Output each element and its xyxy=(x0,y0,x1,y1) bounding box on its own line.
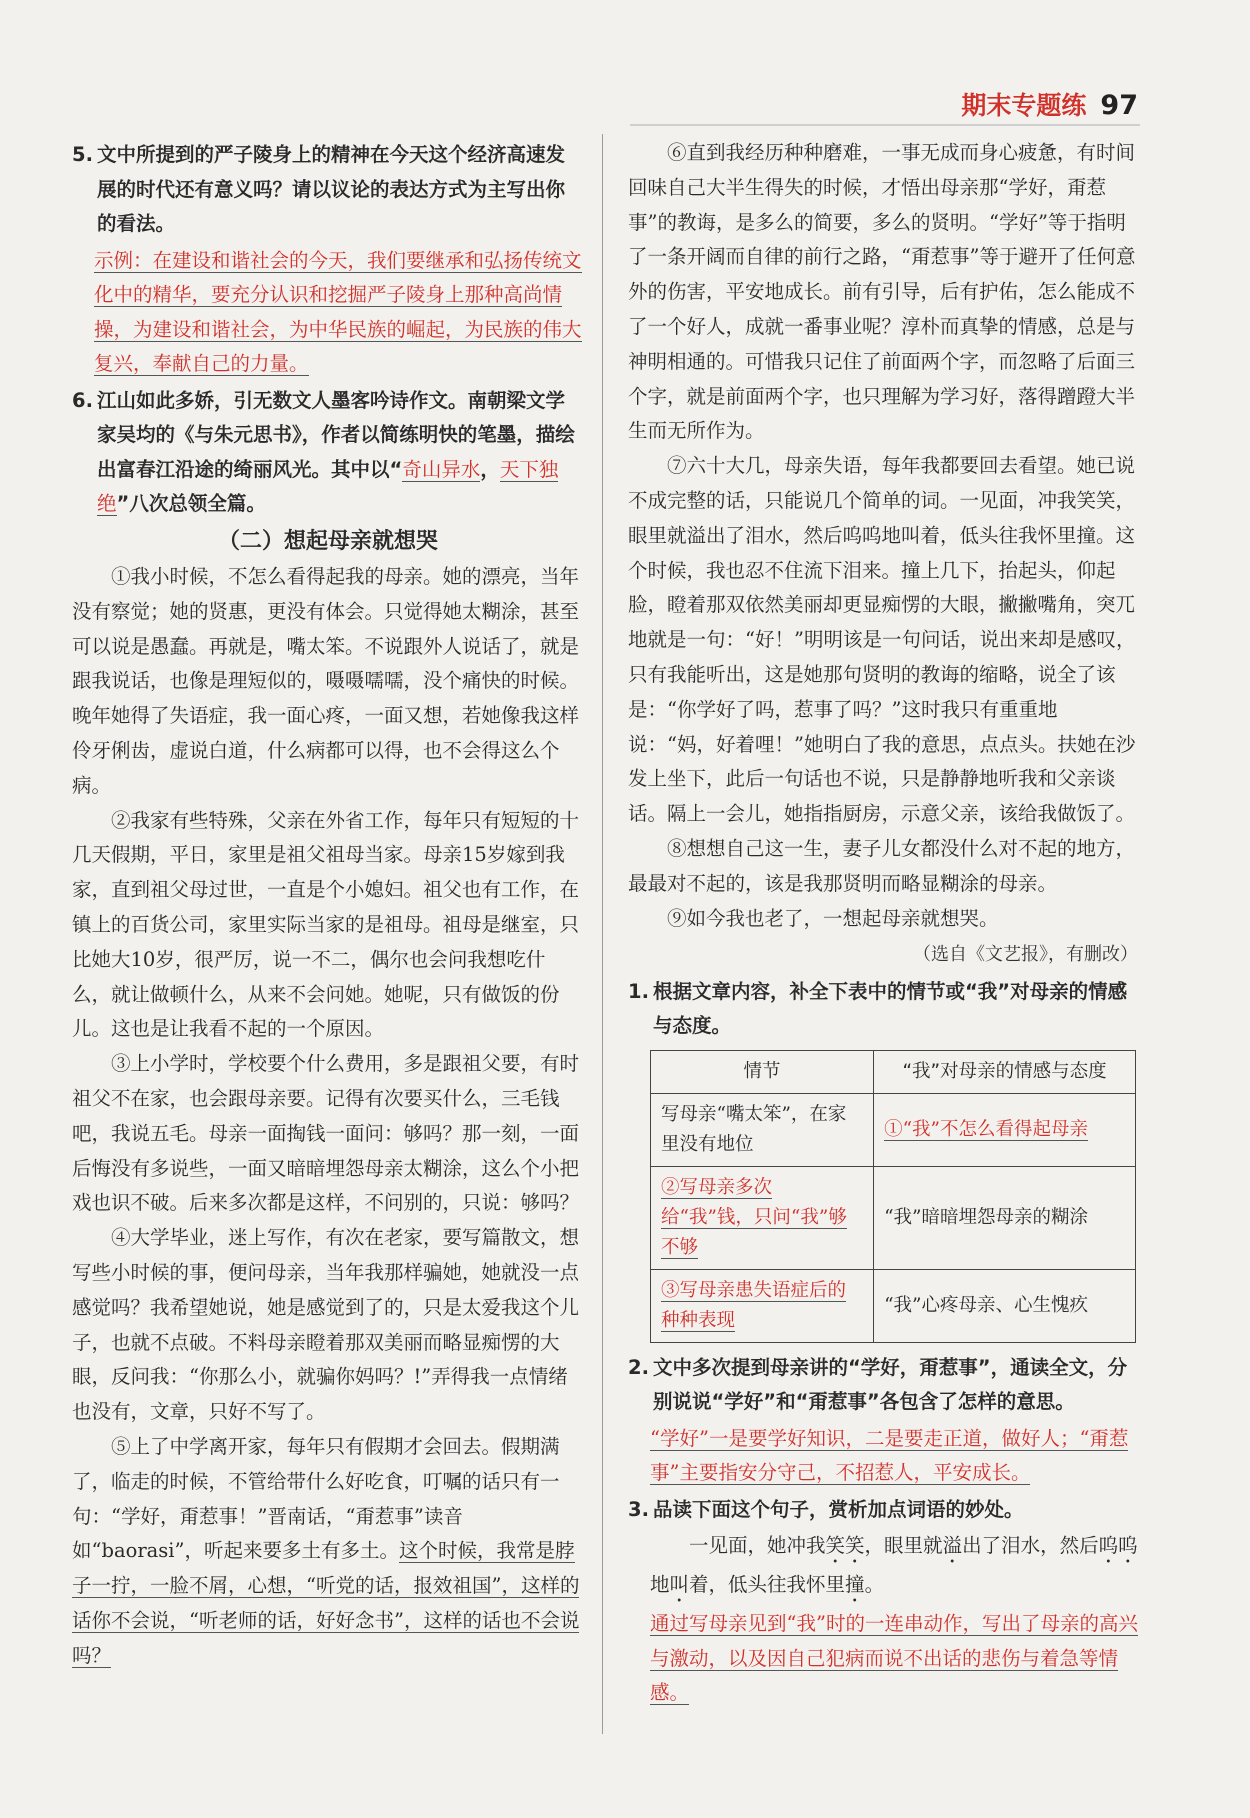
table-cell-attitude-answer xyxy=(874,1093,1136,1166)
table-header-row xyxy=(651,1050,1136,1093)
underlined-sentence: 这个时候，我常是脖子一拧，一脸不屑，心想，“听党的话，报效祖国”，这样的话你不会说，“听老师的话，好好念书”，这样的话也不会说吗？ xyxy=(72,1539,580,1667)
fill-blank-1: 奇山异水 xyxy=(402,457,481,481)
paragraph-3: ③上小学时，学校要个什么费用，多是跟祖父要，有时祖父不在家，也会跟母亲要。记得有次要买什么，三毛钱吧，我说五毛。母亲一面掏钱一面问：够吗？那一刻，一面后悔没有多说些，一面又暗暗埋怨母亲太糊涂，这么个小把戏也识不破。后来多次都是这样，不问别的，只说：够吗？ xyxy=(72,1052,580,1215)
dotted-word: 呜呜 xyxy=(1098,1534,1138,1558)
paragraph-4: ④大学毕业，迷上写作，有次在老家，要写篇散文，想写些小时候的事，便问母亲，当年我那样骗她，她就没一点感觉吗？我希望她说，她是感觉到了的，只是太爱我这个儿子，也就不点破。不料母亲瞪着那双美丽而略显痴愣的大眼，反问我：“你那么小，就骗你妈吗？!”弄得我一点情绪也没有，文章，只好不写了。 xyxy=(72,1226,580,1424)
question-text: 品读下面这个句子，赏析加点词语的妙处。 xyxy=(652,1497,1024,1521)
question-2 xyxy=(628,1351,1138,1420)
answer-text: 通过写母亲见到“我”时的一连串动作，写出了母亲的高兴与激动，以及因自己犯病而说不出话的悲伤与着急等情感。 xyxy=(650,1612,1138,1705)
paragraph-1: ①我小时候，不怎么看得起我的母亲。她的漂亮，当年没有察觉；她的贤惠，更没有体会。只觉得她太糊涂，甚至可以说是愚蠢。再就是，嘴太笨。不说跟外人说话了，就是跟我说话，也像是理短似的，嗫嗫嚅嚅，没个痛快的时候。晚年她得了失语症，我一面心疼，一面又想，若她像我这样伶牙俐齿，虚说白道，什么病都可以得，也不会得这么个病。 xyxy=(72,565,580,797)
dotted-word: 笑笑 xyxy=(825,1534,865,1558)
plot-attitude-table xyxy=(650,1050,1136,1343)
column-divider xyxy=(602,134,603,1734)
answer-3 xyxy=(628,1607,1138,1711)
table-cell-attitude: “我”暗暗埋怨母亲的糊涂 xyxy=(874,1166,1136,1269)
header-rule xyxy=(630,124,1140,126)
answer-text: ③写母亲患失语症后的种种表现 xyxy=(661,1279,847,1331)
table-cell-plot-answer xyxy=(651,1166,874,1269)
header-title: 期末专题练 xyxy=(961,91,1087,120)
left-column xyxy=(72,136,584,1674)
table-cell-plot: 写母亲“嘴太笨”，在家里没有地位 xyxy=(651,1093,874,1166)
page-header xyxy=(961,86,1138,122)
paragraph-2: ②我家有些特殊，父亲在外省工作，每年只有短短的十几天假期，平日，家里是祖父祖母当家。母亲15岁嫁到我家，直到祖父母过世，一直是个小媳妇。祖父也有工作，在镇上的百货公司，家里实际当家的是祖母。祖母是继室，只比她大10岁，很严厉，说一不二，偶尔也会问我想吃什么，就让做顿什么，从来不会问她。她呢，只有做饭的份儿。这也是让我看不起的一个原因。 xyxy=(72,808,580,1041)
table-header: 情节 xyxy=(651,1050,874,1093)
right-column xyxy=(628,136,1138,1711)
question-6 xyxy=(72,384,584,522)
answer-5 xyxy=(72,244,584,382)
paragraph-5-text: ⑤上了中学离开家，每年只有假期才会回去。假期满了，临走的时候，不管给带什么好吃食，叮嘱的话只有一句：“学好，甭惹事！”晋南话，“甭惹事”读音如“baorasi”，听起来要多土有多土。 xyxy=(72,1434,560,1563)
question-text: 根据文章内容，补全下表中的情节或“我”对母亲的情感与态度。 xyxy=(652,979,1128,1038)
source-citation: （选自《文艺报》，有删改） xyxy=(913,944,1138,966)
paragraph-5 xyxy=(72,1430,584,1674)
question-number: 1. xyxy=(628,979,649,1003)
table-row xyxy=(651,1093,1136,1166)
question-text: 文中多次提到母亲讲的“学好，甭惹事”，通读全文，分别说说“学好”和“甭惹事”各包含了怎样的意思。 xyxy=(652,1355,1128,1414)
question-3 xyxy=(628,1493,1138,1528)
answer-text: “学好”一是要学好知识，二是要走正道，做好人；“甭惹事”主要指安分守己，不招惹人，平安成长。 xyxy=(650,1426,1129,1485)
dotted-word: 叫 xyxy=(669,1573,690,1597)
paragraph-7: ⑦六十大几，母亲失语，每年我都要回去看望。她已说不成完整的话，只能说几个简单的词。一见面，冲我笑笑，眼里就溢出了泪水，然后呜呜地叫着，低头往我怀里撞。这个时候，我也忍不住流下泪来。撞上几下，抬起头，仰起脸，瞪着那双依然美丽却更显痴愣的大眼，撇撇嘴角，突兀地就是一句：“好！”明明该是一句问话，说出来却是感叹，只有我能听出，这是她那句贤明的教诲的缩略，说全了该是：“你学好了吗，惹事了吗？”这时我只有重重地说：“妈，好着哩！”她明白了我的意思，点点头。扶她在沙发上坐下，此后一句话也不说，只是静静地听我和父亲谈话。隔上一会儿，她指指厨房，示意父亲，该给我做饭了。 xyxy=(628,454,1136,826)
question-text: 文中所提到的严子陵身上的精神在今天这个经济高速发展的时代还有意义吗？请以议论的表达方式为主写出你的看法。 xyxy=(96,143,565,235)
fill-blank-2: 天下独绝 xyxy=(96,457,559,515)
table-cell-attitude: “我”心疼母亲、心生愧疚 xyxy=(874,1269,1136,1342)
question-number: 3. xyxy=(628,1497,649,1521)
table-header: “我”对母亲的情感与态度 xyxy=(874,1050,1136,1093)
question-text-part: 江山如此多娇，引无数文人墨客吟诗作文。南朝梁文学家吴均的《与朱元思书》，作者以简练明快的笔墨，描绘出富春江沿途的绮丽风光。其中以“ xyxy=(96,388,575,481)
question-text xyxy=(97,384,584,522)
answer-2 xyxy=(628,1422,1138,1491)
question-number: 2. xyxy=(628,1355,649,1379)
dotted-word: 撞 xyxy=(845,1573,865,1597)
quote-text: ，眼里就 xyxy=(864,1534,943,1558)
table-row xyxy=(651,1166,1136,1269)
section-title: （二）想起母亲就想哭 xyxy=(217,527,438,554)
paragraph-8: ⑧想想自己这一生，妻子儿女都没什么对不起的地方，最最对不起的，该是我那贤明而略显糊涂的母亲。 xyxy=(628,836,1136,895)
quote-text: 。 xyxy=(864,1573,885,1597)
quote-text: 地 xyxy=(650,1573,670,1597)
answer-text: 示例：在建设和谐社会的今天，我们要继承和弘扬传统文化中的精华，要充分认识和挖掘严子陵身上那种高尚情操，为建设和谐社会，为中华民族的崛起，为民族的伟大复兴，奉献自己的力量。 xyxy=(94,248,582,375)
quote-text: 着，低头往我怀里 xyxy=(689,1573,846,1597)
quote-text: 一见面，她冲我 xyxy=(689,1534,826,1558)
answer-text: ①“我”不怎么看得起母亲 xyxy=(884,1118,1089,1140)
answer-text: ②写母亲多次给“我”钱，只问“我”够不够 xyxy=(661,1176,847,1258)
dotted-word: 溢 xyxy=(942,1534,963,1558)
table-row xyxy=(651,1269,1136,1342)
quote-text: 出了泪水，然后 xyxy=(962,1534,1099,1558)
question-text-part: ”八次总领全篇。 xyxy=(116,492,266,515)
question-5 xyxy=(72,138,584,242)
quoted-sentence xyxy=(628,1529,1138,1607)
question-1 xyxy=(628,975,1138,1044)
page-number: 97 xyxy=(1100,90,1138,121)
separator: ， xyxy=(480,457,500,481)
question-number: 6. xyxy=(72,388,93,412)
question-number: 5. xyxy=(72,143,93,166)
paragraph-9: ⑨如今我也老了，一想起母亲就想哭。 xyxy=(667,906,999,930)
table-cell-plot-answer xyxy=(651,1269,874,1342)
paragraph-6: ⑥直到我经历种种磨难，一事无成而身心疲惫，有时间回味自己大半生得失的时候，才悟出母亲那“学好，甭惹事”的教诲，是多么的简要，多么的贤明。“学好”等于指明了一条开阔而自律的前行之路，“甭惹事”等于避开了任何意外的伤害，平安地成长。前有引导，后有护佑，怎么能成不了一个好人，成就一番事业呢？淳朴而真挚的情感，总是与神明相通的。可惜我只记住了前面两个字，而忽略了后面三个字，就是前面两个字，也只理解为学习好，落得蹭蹬大半生而无所作为。 xyxy=(628,141,1136,443)
